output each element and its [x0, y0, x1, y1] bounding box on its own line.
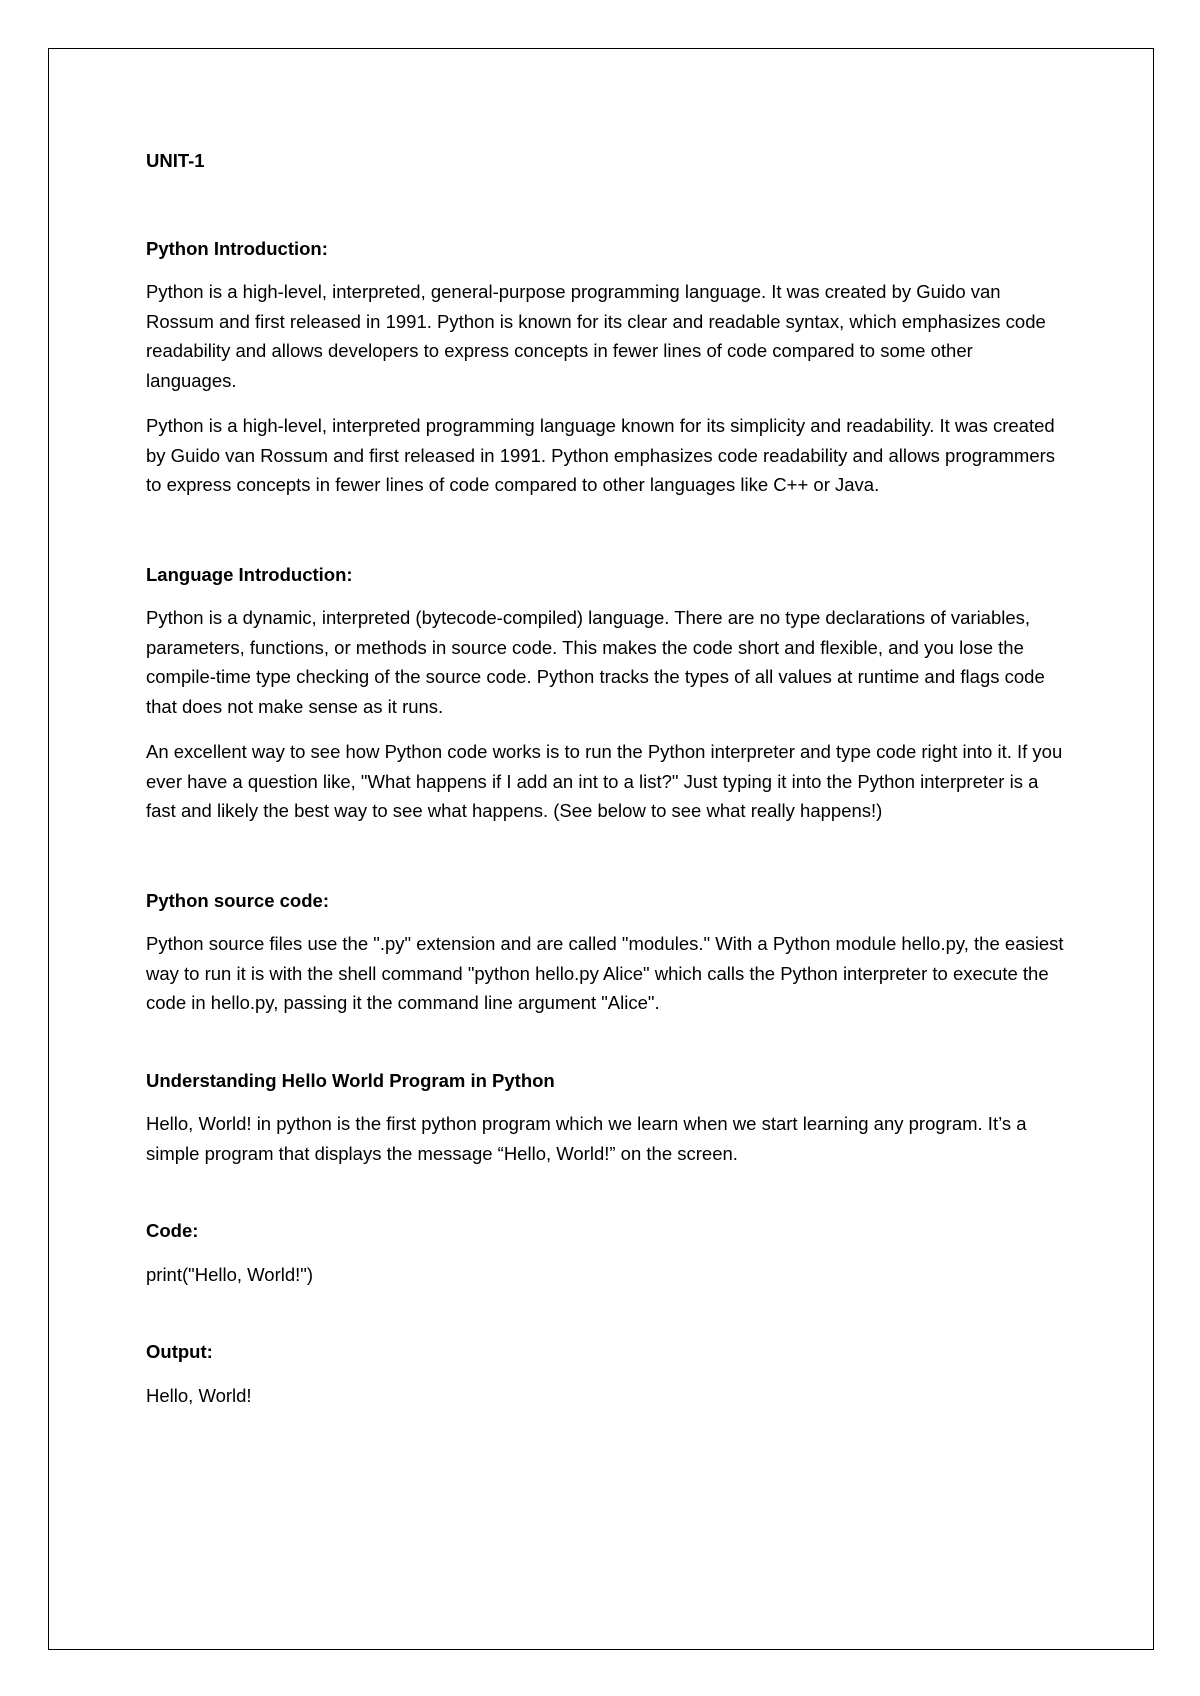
paragraph: Python is a dynamic, interpreted (bytecode-compiled) language. There are no type declarations of variables, parameters, functions, or methods in source code. This makes the code short and flexible, and you lose the compile-time type checking of the source code. Python tracks the types of all values at runtime and flags code that does not make sense as it runs.	[146, 607, 1045, 717]
document-body	[146, 146, 1066, 1426]
section-heading: Code:	[146, 1220, 199, 1241]
section-heading: Python Introduction:	[146, 237, 328, 259]
section-code	[146, 1216, 1066, 1289]
section-heading: Understanding Hello World Program in Python	[146, 1069, 555, 1091]
output-line: Hello, World!	[146, 1384, 252, 1406]
paragraph: Python source files use the ".py" extension and are called "modules." With a Python module hello.py, the easiest way to run it is with the shell command "python hello.py Alice" which calls the Python interpreter to execute the code in hello.py, passing it the command line argument "Alice".	[146, 933, 1064, 1013]
unit-title: UNIT-1	[146, 150, 205, 171]
paragraph: Python is a high-level, interpreted programming language known for its simplicity and readability. It was created by Guido van Rossum and first released in 1991. Python emphasizes code readability and allows programmers to express concepts in fewer lines of code compared to other languages like C++ or Java.	[146, 415, 1056, 495]
section-heading: Output:	[146, 1341, 213, 1362]
paragraph: An excellent way to see how Python code works is to run the Python interpreter and type code right into it. If you ever have a question like, "What happens if I add an int to a list?" Just typing it into the Python interpreter is a fast and likely the best way to see what happens. (See below to see what really happens!)	[146, 741, 1063, 821]
paragraph: Python is a high-level, interpreted, general-purpose programming language. It was created by Guido van Rossum and first released in 1991. Python is known for its clear and readable syntax, which emphasizes code readability and allows developers to express concepts in fewer lines of code compared to some other languages.	[146, 281, 1046, 391]
section-python-source-code	[146, 886, 1066, 1018]
code-line: print("Hello, World!")	[146, 1263, 313, 1285]
section-heading: Language Introduction:	[146, 563, 353, 585]
paragraph: Hello, World! in python is the first python program which we learn when we start learning any program. It’s a simple program that displays the message “Hello, World!” on the screen.	[146, 1113, 1027, 1164]
section-heading: Python source code:	[146, 889, 329, 911]
section-hello-world	[146, 1066, 1066, 1169]
section-language-introduction	[146, 560, 1066, 826]
section-output	[146, 1337, 1066, 1410]
section-python-introduction	[146, 234, 1066, 500]
